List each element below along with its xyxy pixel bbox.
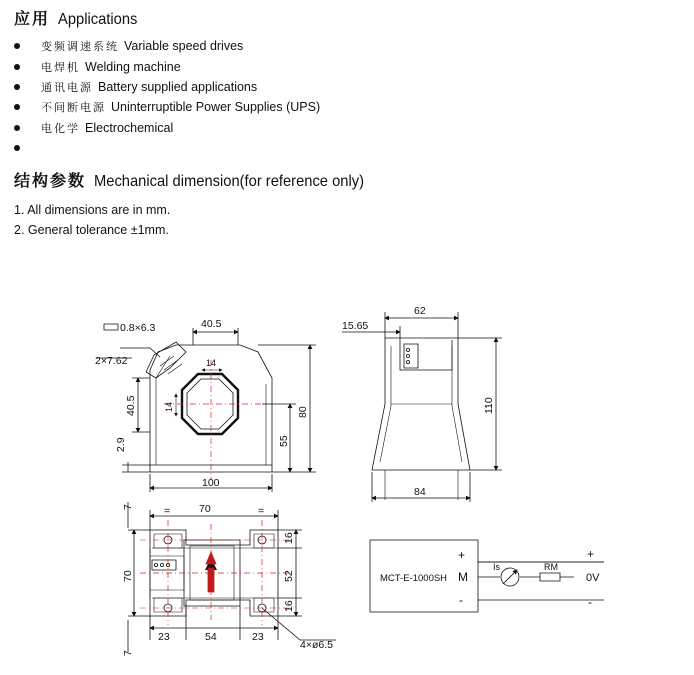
dim-52: 52 <box>283 570 295 582</box>
dim-100: 100 <box>202 477 220 489</box>
dim-70-v: 70 <box>122 570 134 582</box>
list-item: 电焊机 Welding machine <box>14 56 320 76</box>
dim-54: 54 <box>205 631 217 643</box>
circuit-minus: - <box>459 593 463 607</box>
dim-hole: 14 <box>206 358 217 368</box>
circuit-is: Is <box>493 562 501 572</box>
dim-80: 80 <box>297 406 309 418</box>
dim-eq-left: = <box>164 505 171 517</box>
dim-eq-right: = <box>258 505 265 517</box>
mechanical-heading-en: Mechanical dimension(for reference only) <box>94 173 365 190</box>
dim-height-left: 40.5 <box>125 395 137 416</box>
dim-7-top: 7 <box>122 504 134 510</box>
dim-hole-v: 14 <box>164 401 174 412</box>
dim-84: 84 <box>414 486 426 498</box>
circuit-out-minus: - <box>588 595 592 609</box>
dim-23-right: 23 <box>252 631 264 643</box>
applications-heading-en: Applications <box>58 11 138 28</box>
terminal-label: 0.8×6.3 <box>120 322 156 334</box>
dim-23-left: 23 <box>158 631 170 643</box>
dim-62: 62 <box>414 305 426 317</box>
dim-70: 70 <box>199 503 211 515</box>
dim-16-bottom: 16 <box>283 600 295 612</box>
dim-holes: 4×ø6.5 <box>300 639 333 651</box>
list-item: 变频调速系统 Variable speed drives <box>14 36 320 56</box>
dim-15-65: 15.65 <box>342 320 369 332</box>
applications-heading-zh: 应用 <box>14 9 51 28</box>
circuit-plus: + <box>458 548 466 562</box>
bottom-view <box>128 502 336 652</box>
circuit-rm: RM <box>544 562 558 572</box>
mechanical-heading-zh: 结构参数 <box>14 171 87 190</box>
circuit-out-plus: + <box>587 547 595 561</box>
circuit-m: M <box>458 570 468 584</box>
list-item: 电化学 Electrochemical <box>14 118 320 138</box>
dim-16-top: 16 <box>283 532 295 544</box>
dim-7-bottom: 7 <box>122 650 134 656</box>
side-view <box>342 312 502 502</box>
note-2: 2. General tolerance ±1mm. <box>14 223 169 237</box>
dim-width-top: 40.5 <box>201 318 222 330</box>
dim-55: 55 <box>278 435 290 447</box>
dim-offset: 2.9 <box>115 437 127 452</box>
circuit-out-0v: 0V <box>586 572 600 584</box>
list-item: 通讯电源 Battery supplied applications <box>14 77 320 97</box>
dim-pitch: 2×7.62 <box>95 355 128 367</box>
note-1: 1. All dimensions are in mm. <box>14 203 171 217</box>
circuit-model: MCT-E-1000SH <box>380 573 448 584</box>
list-item: 不间断电源 Uninterruptible Power Supplies (UPS) <box>14 97 320 117</box>
dim-110: 110 <box>483 397 495 414</box>
